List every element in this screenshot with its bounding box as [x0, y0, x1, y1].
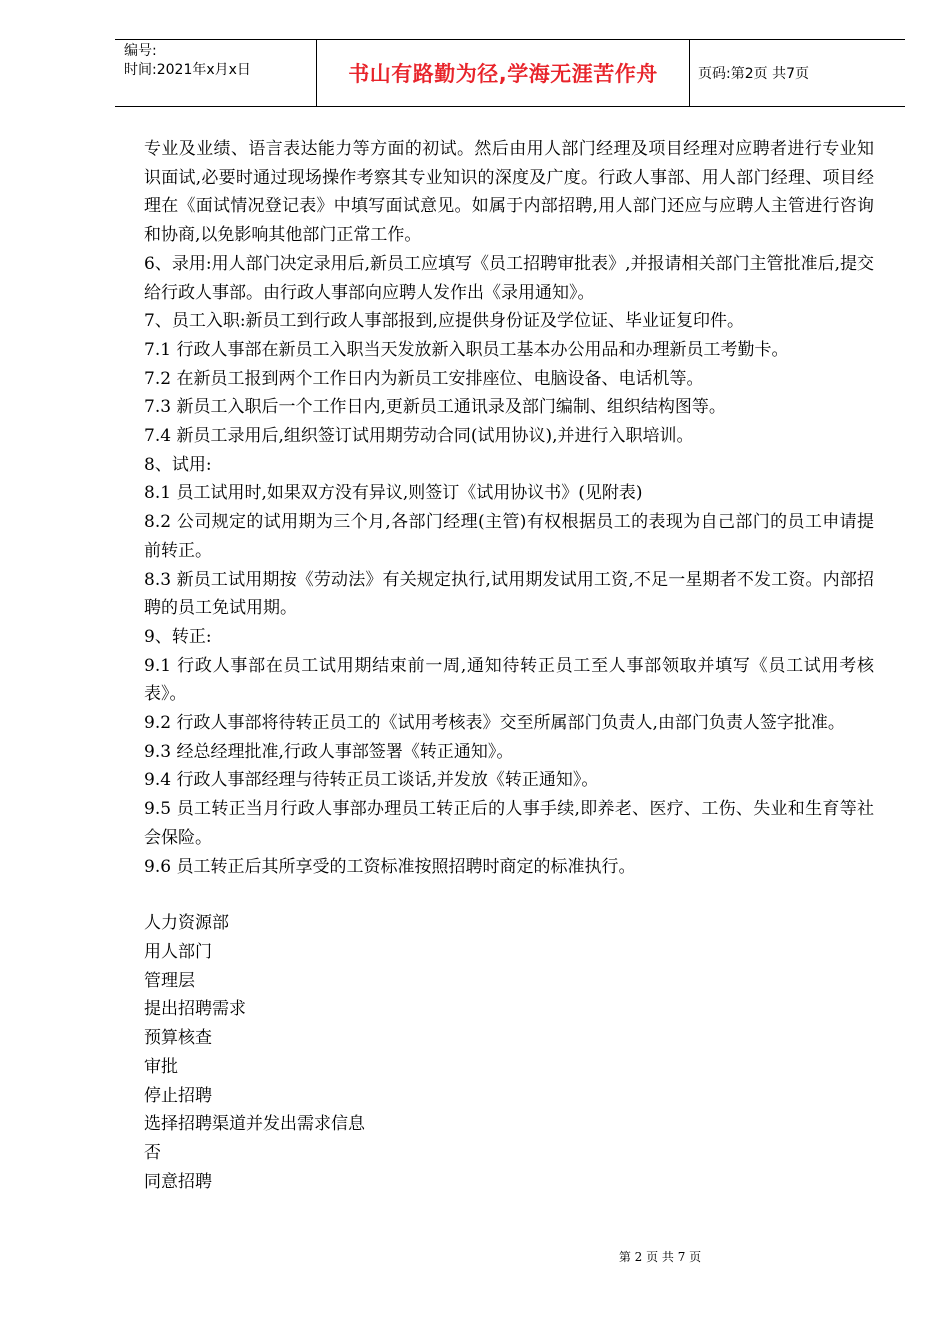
- flow-item: 用人部门: [144, 941, 212, 962]
- flow-item: 选择招聘渠道并发出需求信息: [144, 1114, 365, 1135]
- paragraph: 9.2 行政人事部将待转正员工的《试用考核表》交至所属部门负责人,由部门负责人签字批准。: [144, 713, 845, 734]
- paragraph: 9.6 员工转正后其所享受的工资标准按照招聘时商定的标准执行。: [144, 856, 636, 877]
- page-header: [115, 39, 905, 107]
- motto-text: 书山有路勤为径,学海无涯苦作舟: [348, 62, 658, 86]
- paragraph: 7.2 在新员工报到两个工作日内为新员工安排座位、电脑设备、电话机等。: [144, 368, 704, 389]
- paragraph: 8、试用:: [144, 454, 212, 475]
- paragraph: 8.3 新员工试用期按《劳动法》有关规定执行,试用期发试用工资,不足一星期者不发工资。内部招聘的员工免试用期。: [144, 569, 874, 619]
- flow-item: 审批: [144, 1056, 178, 1077]
- paragraph: 7、员工入职:新员工到行政人事部报到,应提供身份证及学位证、毕业证复印件。: [144, 311, 744, 332]
- flow-item: 停止招聘: [144, 1085, 212, 1106]
- page-footer: [0, 1248, 950, 1265]
- flow-item: 管理层: [144, 970, 195, 991]
- flow-item: 否: [144, 1142, 161, 1163]
- paragraph: 专业及业绩、语言表达能力等方面的初试。然后由用人部门经理及项目经理对应聘者进行专业知识面试,必要时通过现场操作考察其专业知识的深度及广度。行政人事部、用人部门经理、项目经理在《面试情况登记表》中填写面试意见。如属于内部招聘,用人部门还应与应聘人主管进行咨询和协商,以免影响其他部门正常工作。: [144, 139, 874, 246]
- flow-item: 同意招聘: [144, 1171, 212, 1192]
- paragraph: 8.2 公司规定的试用期为三个月,各部门经理(主管)有权根据员工的表现为自己部门的员工申请提前转正。: [144, 512, 874, 561]
- paragraph: 9.5 员工转正当月行政人事部办理员工转正后的人事手续,即养老、医疗、工伤、失业和生育等社会保险。: [144, 799, 874, 848]
- flow-item: 提出招聘需求: [144, 999, 246, 1020]
- document-body: [144, 135, 874, 1196]
- paragraph: 7.4 新员工录用后,组织签订试用期劳动合同(试用协议),并进行入职培训。: [144, 426, 694, 447]
- flow-item: 人力资源部: [144, 913, 229, 934]
- paragraph: 9.1 行政人事部在员工试用期结束前一周,通知待转正员工至人事部领取并填写《员工试用考核表》。: [144, 655, 874, 705]
- header-meta: [115, 40, 316, 106]
- page-label: 页码:第2页 共7页: [698, 66, 809, 82]
- paragraph: 9.4 行政人事部经理与待转正员工谈话,并发放《转正通知》。: [144, 770, 599, 791]
- flow-items: [144, 909, 874, 1196]
- spacer: [144, 881, 874, 909]
- time-label: 时间:2021年x月x日: [124, 62, 251, 78]
- footer-page-number: 第 2 页 共 7 页: [618, 1250, 702, 1264]
- paragraph: 7.1 行政人事部在新员工入职当天发放新入职员工基本办公用品和办理新员工考勤卡。: [144, 339, 789, 360]
- header-motto-cell: [316, 40, 690, 106]
- paragraph: 7.3 新员工入职后一个工作日内,更新员工通讯录及部门编制、组织结构图等。: [144, 397, 726, 418]
- paragraph: 8.1 员工试用时,如果双方没有异议,则签订《试用协议书》(见附表): [144, 483, 643, 504]
- paragraph: 9、转正:: [144, 626, 212, 647]
- header-page-cell: [690, 40, 905, 106]
- number-label: 编号:: [124, 43, 157, 59]
- flow-item: 预算核查: [144, 1028, 212, 1049]
- paragraph: 9.3 经总经理批准,行政人事部签署《转正通知》。: [144, 741, 514, 762]
- paragraph: 6、录用:用人部门决定录用后,新员工应填写《员工招聘审批表》,并报请相关部门主管批准后,提交给行政人事部。由行政人事部向应聘人发作出《录用通知》。: [144, 253, 874, 303]
